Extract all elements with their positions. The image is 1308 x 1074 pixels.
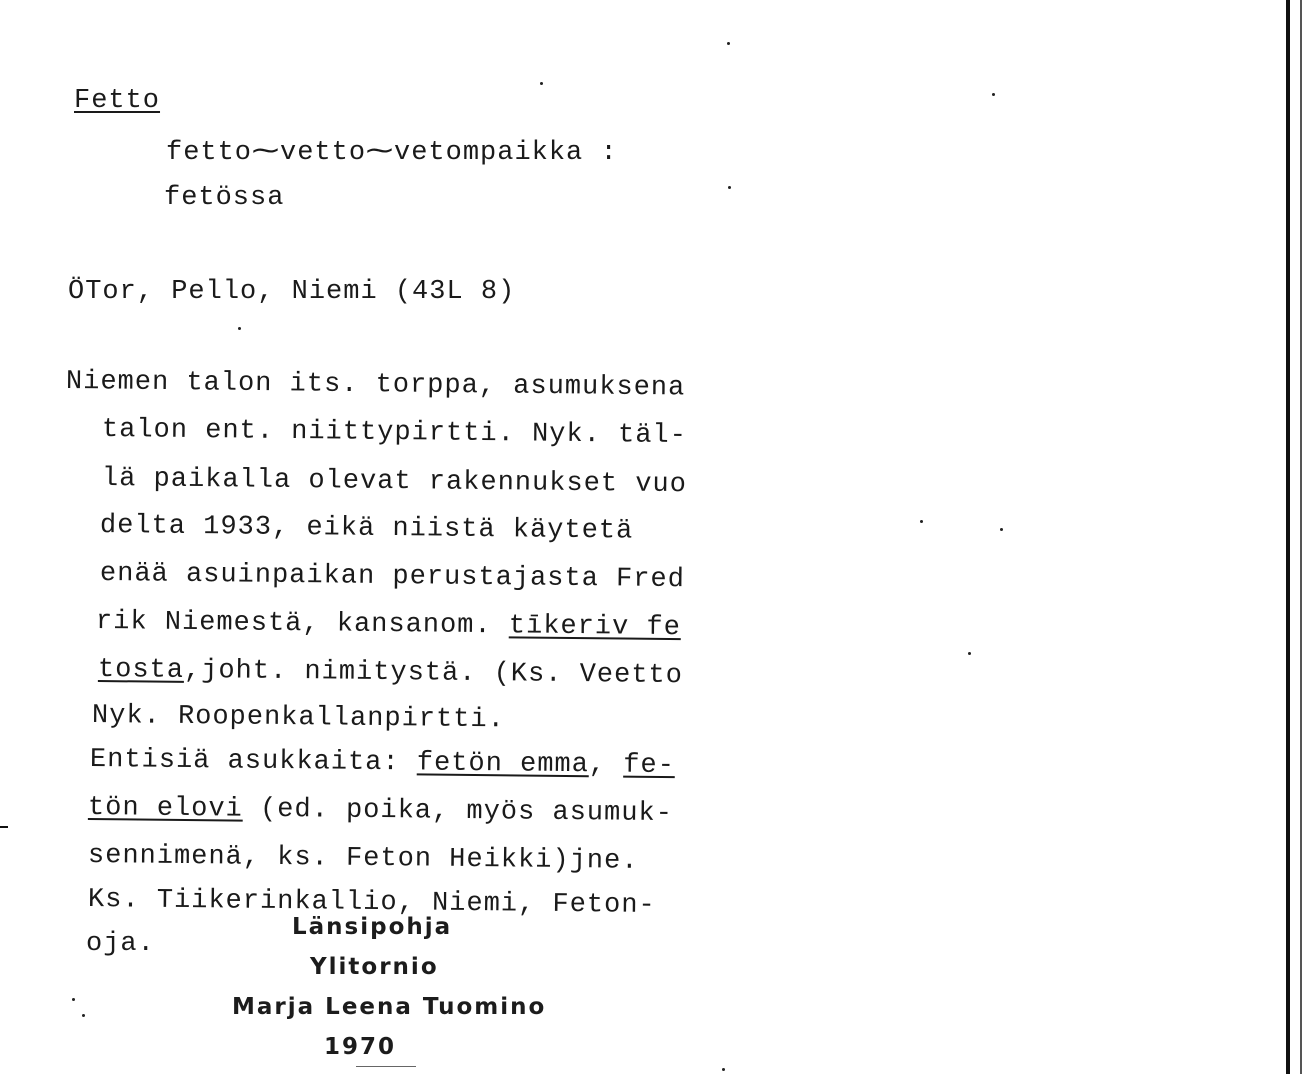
speck — [72, 998, 75, 1001]
card-heading: Fetto — [74, 86, 161, 116]
word-forms-line-1: fetto⁓vetto⁓vetompaikka : — [166, 138, 618, 168]
stamp-year: 1970 — [324, 1034, 397, 1060]
dialect-name-3b: tön elovi — [87, 793, 243, 825]
speck — [920, 520, 923, 523]
body-line-7 — [98, 654, 683, 692]
speck — [238, 327, 241, 330]
speck — [1000, 528, 1003, 531]
body-line-12: Ks. Tiikerinkallio, Niemi, Feton- — [87, 885, 656, 921]
location-line: ÖTor, Pello, Niemi (43L 8) — [68, 277, 516, 307]
baseline-mark — [356, 1066, 416, 1067]
speck — [82, 1014, 85, 1017]
speck — [992, 93, 995, 96]
speck — [728, 186, 731, 189]
speck — [727, 42, 730, 45]
body-line-2: talon ent. niittypirtti. Nyk. täl- — [101, 415, 688, 452]
body-line-6-text: rik Niemestä, kansanom. — [95, 607, 510, 642]
right-edge-shadow — [1286, 0, 1290, 1074]
body-line-4: delta 1933, eikä niistä käytetä — [99, 511, 634, 547]
body-line-10-text: (ed. poika, myös asumuk- — [242, 794, 674, 830]
body-line-11: sennimenä, ks. Feton Heikki)jne. — [87, 841, 639, 877]
body-line-7-text: ,joht. nimitystä. (Ks. Veetto — [183, 655, 684, 692]
speck — [540, 82, 543, 85]
margin-mark — [0, 826, 8, 828]
word-forms-line-2: fetössa — [164, 183, 285, 213]
speck — [968, 652, 971, 655]
body-line-9-sep: , — [588, 750, 624, 781]
body-line-6 — [96, 606, 681, 644]
dialect-name-1a: tīkeriv fe — [508, 611, 682, 644]
right-edge-line — [1300, 0, 1302, 1074]
dialect-name-2: fetön emma — [416, 748, 590, 781]
body-line-13: oja. — [86, 929, 155, 959]
body-line-9-text: Entisiä asukkaita: — [89, 745, 417, 779]
stamp-region: Länsipohja — [292, 914, 453, 940]
stamp-collector: Marja Leena Tuomino — [232, 994, 547, 1020]
body-line-3: lä paikalla olevat rakennukset vuo — [101, 464, 688, 501]
dialect-name-1b: tosta — [97, 655, 185, 686]
speck — [722, 1068, 725, 1071]
body-line-1: Niemen talon its. torppa, asumuksena — [65, 367, 686, 404]
body-line-10 — [88, 792, 673, 830]
dialect-name-3a: fe- — [623, 750, 676, 782]
body-line-9 — [90, 744, 675, 782]
stamp-parish: Ylitornio — [310, 954, 439, 980]
body-line-5: enää asuinpaikan perustajasta Fred — [99, 559, 686, 596]
body-line-8: Nyk. Roopenkallanpirtti. — [91, 701, 506, 736]
